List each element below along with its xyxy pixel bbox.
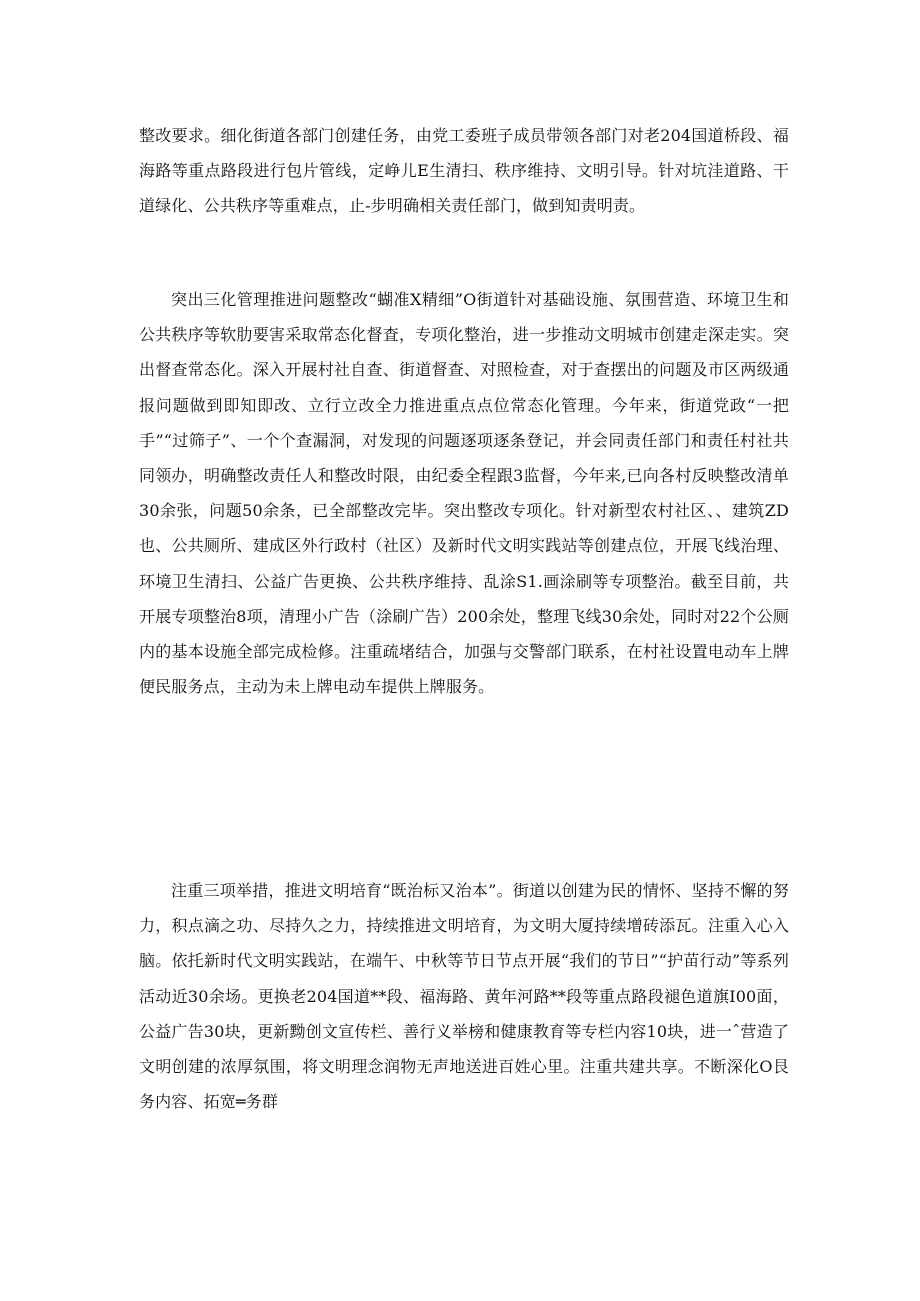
paragraph-three-modernizations: 突出三化管理推进问题整改“蝴准X精细”O街道针对基础设施、氛围营造、环境卫生和公共秩序等软肋要害采取常态化督査，专项化整治，进一步推动文明城市创建走深走实。突出督查常态化。深入开展村社自查、街道督查、对照检查，对于查摆出的问题及市区两级通报问题做到即知即改、立行立改全力推进重点点位常态化管理。今年来，街道党政“一把手”“过筛子”、一个个查漏洞，对发现的问题逐项逐条登记，并会同责任部门和责任村社共同领办，明确整改责任人和整改时限，由纪委全程跟3监督，今年来,已向各村反映整改清单30余张，问题50余条，已全部整改完毕。突出整改专项化。针对新型农村社区、、建筑ZD也、公共厕所、建成区外行政村（社区）及新时代文明实践站等创建点位，开展飞线治理、环境卫生清扫、公益广告更换、公共秩序维持、乱涂S1.画涂刷等专项整治。截至目前，共开展专项整治8项，清理小广告（涂刷广告）200余处，整理飞线30余处，同时对22个公厕内的基本设施全部完成检修。注重疏堵结合，加强与交警部门联系，在村社设置电动车上牌便民服务点，主动为未上牌电动车提供上牌服务。 [139,290,789,697]
paragraph-three-measures: 注重三项举措，推进文明培育“既治标又治本”。街道以创建为民的情怀、坚持不懈的努力，积点滴之功、尽持久之力，持续推进文明培育，为文明大厦持续增砖添瓦。注重入心入脑。依托新时代文明实践站，在端午、中秋等节日节点开展“我们的节日”“护苗行动”等系列活动近30余场。更换老204国道**段、福海路、黄年河路**段等重点路段褪色道旗I00面，公益广告30块，更新黝创文宣传栏、善行义举榜和健康教育等专栏内容10块，进一ˆ营造了文明创建的浓厚氛围，将文明理念润物无声地送进百姓心里。注重共建共享。不断深化O艮务内容、拓宽═务群 [139,881,789,1112]
paragraph-rectification-tasks: 整改要求。细化街道各部门创建任务，由党工委班子成员带领各部门对老204国道桥段、福海路等重点路段进行包片管线，定峥儿E生清扫、秩序维持、文明引导。针对坑洼道路、干道绿化、公共秩序等重难点，止-步明确相关责任部门，做到知责明责。 [139,126,789,216]
